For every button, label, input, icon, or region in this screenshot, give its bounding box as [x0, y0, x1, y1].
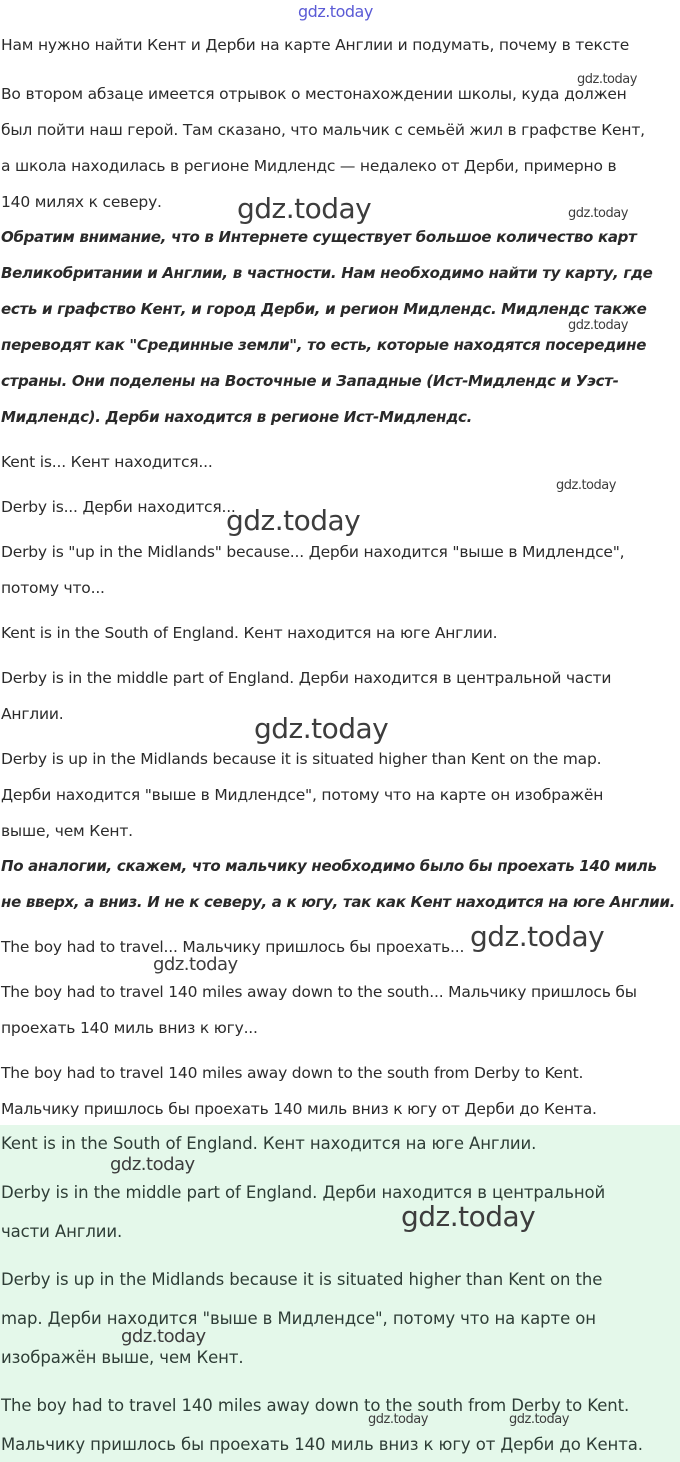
- translation-line: проехать 140 миль вниз к югу...: [1, 1019, 258, 1037]
- question-line: Derby is "up in the Midlands" because... Дерби находится "выше в Мидлендсе",: [1, 543, 625, 561]
- final-answer-line: части Англии.: [1, 1222, 123, 1241]
- answer-line: Derby is in the middle part of England. Дерби находится в центральной части: [1, 669, 612, 687]
- paragraph-line: а школа находилась в регионе Мидлендс — недалеко от Дерби, примерно в: [1, 157, 617, 175]
- paragraph-line: Во втором абзаце имеется отрывок о местонахождении школы, куда должен: [1, 85, 627, 103]
- answer-line: Англии.: [1, 705, 64, 723]
- paragraph-line: 140 милях к северу.: [1, 193, 162, 211]
- final-answer-line: изображён выше, чем Кент.: [1, 1348, 244, 1367]
- watermark: gdz.today: [568, 206, 628, 221]
- watermark: gdz.today: [568, 318, 628, 333]
- watermark: gdz.today: [556, 478, 616, 493]
- translation-line: The boy had to travel 140 miles away down to the south from Derby to Kent.: [1, 1064, 584, 1082]
- question-line: Kent is... Кент находится...: [1, 453, 213, 471]
- final-answer-line: Derby is up in the Midlands because it is situated higher than Kent on the: [1, 1270, 603, 1289]
- watermark: gdz.today: [226, 504, 361, 537]
- answer-line: Derby is up in the Midlands because it is situated higher than Kent on the map.: [1, 750, 602, 768]
- watermark: gdz.today: [153, 954, 238, 975]
- bold-note-line: страны. Они поделены на Восточные и Западные (Ист-Мидлендс и Уэст-: [1, 372, 619, 390]
- paragraph-line: Нам нужно найти Кент и Дерби на карте Англии и подумать, почему в тексте: [1, 36, 630, 54]
- final-answer-line: Derby is in the middle part of England. Дерби находится в центральной: [1, 1183, 606, 1202]
- watermark: gdz.today: [401, 1200, 536, 1233]
- bold-note-line: Великобритании и Англии, в частности. Нам необходимо найти ту карту, где: [1, 264, 653, 282]
- bold-note-line: Обратим внимание, что в Интернете существует большое количество карт: [1, 228, 637, 246]
- answer-line: Kent is in the South of England. Кент находится на юге Англии.: [1, 624, 498, 642]
- watermark: gdz.today: [237, 192, 372, 225]
- question-line: Derby is... Дерби находится...: [1, 498, 236, 516]
- watermark: gdz.today: [110, 1154, 195, 1175]
- translation-line: Мальчику пришлось бы проехать 140 миль вниз к югу от Дерби до Кента.: [1, 1100, 597, 1118]
- watermark: gdz.today: [577, 72, 637, 87]
- final-answer-line: Мальчику пришлось бы проехать 140 миль вниз к югу от Дерби до Кента.: [1, 1435, 643, 1454]
- final-answer-line: map. Дерби находится "выше в Мидлендсе", потому что на карте он: [1, 1309, 596, 1328]
- cropped-text-line: [130, 72, 590, 77]
- answer-line: Дерби находится "выше в Мидлендсе", потому что на карте он изображён: [1, 786, 604, 804]
- final-answer-line: Kent is in the South of England. Кент находится на юге Англии.: [1, 1134, 537, 1153]
- question-line: потому что...: [1, 579, 105, 597]
- watermark: gdz.today: [368, 1412, 428, 1427]
- watermark-top: gdz.today: [298, 2, 373, 21]
- translation-line: The boy had to travel... Мальчику пришлось бы проехать...: [1, 938, 465, 956]
- watermark: gdz.today: [254, 712, 389, 745]
- watermark: gdz.today: [470, 920, 605, 953]
- watermark: gdz.today: [121, 1326, 206, 1347]
- paragraph-line: был пойти наш герой. Там сказано, что мальчик с семьёй жил в графстве Кент,: [1, 121, 645, 139]
- final-answer-line: The boy had to travel 140 miles away down to the south from Derby to Kent.: [1, 1396, 630, 1415]
- bold-note-line: Мидлендс). Дерби находится в регионе Ист-Мидлендс.: [1, 408, 473, 426]
- bold-note-line: не вверх, а вниз. И не к северу, а к югу, так как Кент находится на юге Англии.: [1, 893, 676, 911]
- bold-note-line: переводят как "Срединные земли", то есть, которые находятся посередине: [1, 336, 647, 354]
- watermark: gdz.today: [509, 1412, 569, 1427]
- answer-line: выше, чем Кент.: [1, 822, 133, 840]
- translation-line: The boy had to travel 140 miles away down to the south... Мальчику пришлось бы: [1, 983, 637, 1001]
- bold-note-line: По аналогии, скажем, что мальчику необходимо было бы проехать 140 миль: [1, 857, 657, 875]
- bold-note-line: есть и графство Кент, и город Дерби, и регион Мидлендс. Мидлендс также: [1, 300, 647, 318]
